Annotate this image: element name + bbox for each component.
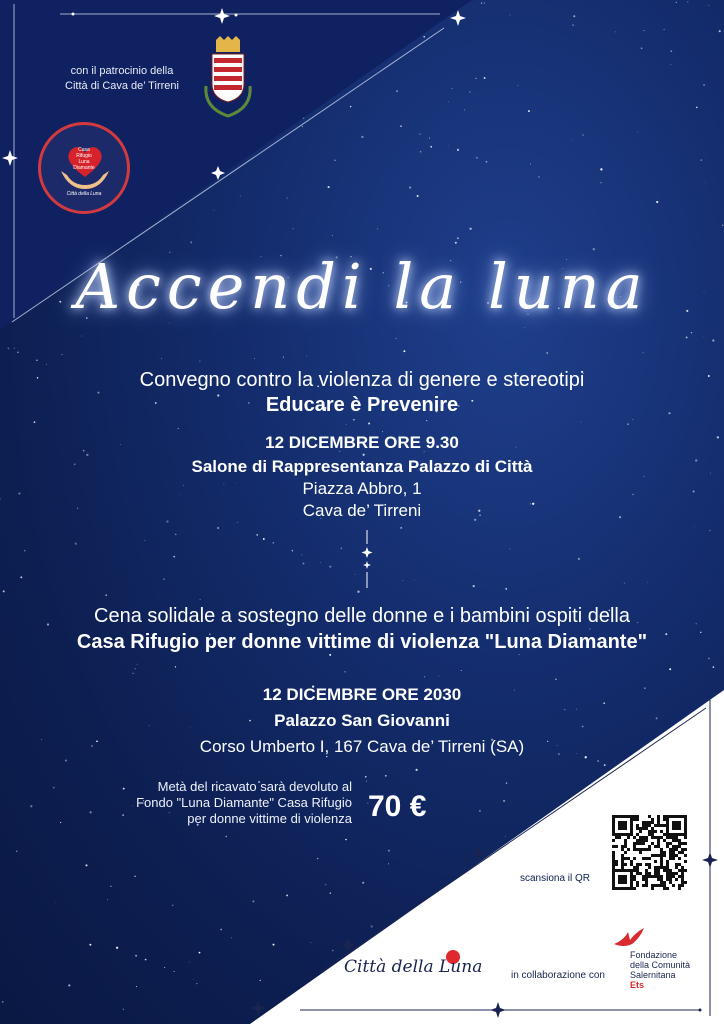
- conference-theme: Educare è Prevenire: [265, 394, 459, 416]
- qr-code[interactable]: [608, 811, 690, 893]
- conference-venue: Salone di Rappresentanza Palazzo di Città: [191, 457, 533, 476]
- dinner-line-1: Cena solidale a sostegno delle donne e i bambini ospiti della: [94, 605, 630, 627]
- fondazione-line-2: della Comunità: [630, 960, 691, 970]
- casa-logo-text: [41, 147, 127, 171]
- casa-line-4: Diamante: [73, 165, 95, 171]
- fondazione-line-3: Salernitana: [630, 970, 676, 980]
- patronage-line-1: con il patrocinio della: [70, 65, 174, 77]
- conference-datetime: 12 DICEMBRE ORE 9.30: [265, 433, 459, 452]
- conference-address-1: Piazza Abbro, 1: [302, 479, 422, 498]
- casa-line-2: Rifugio: [76, 153, 92, 159]
- fund-note: [60, 779, 352, 827]
- patronage-text: [52, 64, 192, 94]
- conference-address-2: Cava de’ Tirreni: [302, 501, 422, 520]
- collaboration-label: in collaborazione con: [511, 970, 605, 981]
- fondazione-logo-text: [630, 950, 690, 990]
- patronage-line-2: Città di Cava de’ Tirreni: [65, 80, 179, 92]
- conference-subtitle: Convegno contro la violenza di genere e stereotipi: [139, 369, 585, 391]
- casa-line-1: Casa: [78, 147, 90, 153]
- fondazione-line-1: Fondazione: [630, 950, 678, 960]
- casa-rifugio-logo: [38, 122, 130, 214]
- fondazione-bird-icon: [612, 926, 646, 948]
- ticket-price: 70 €: [368, 790, 427, 823]
- poster-title: Accendi la luna: [75, 250, 649, 323]
- citta-della-luna-logo: Città della Luna: [344, 957, 483, 977]
- dinner-address: Corso Umberto I, 167 Cava de’ Tirreni (SA): [199, 737, 525, 756]
- sparkle-divider: [360, 530, 374, 590]
- qr-label: scansiona il QR: [520, 873, 591, 884]
- dinner-line-2: Casa Rifugio per donne vittime di violenza "Luna Diamante": [76, 631, 648, 653]
- dinner-venue: Palazzo San Giovanni: [274, 711, 450, 730]
- dinner-datetime: 12 DICEMBRE ORE 2030: [262, 685, 462, 704]
- fondazione-line-4: Ets: [630, 980, 645, 990]
- casa-line-3: Luna: [78, 159, 90, 165]
- fund-line-3: per donne vittime di violenza: [187, 811, 352, 826]
- casa-logo-signature: Città della Luna: [66, 191, 102, 197]
- fund-line-1: Metà del ricavato sarà devoluto al: [157, 779, 352, 794]
- city-crest-logo: [200, 36, 256, 122]
- hands-icon: [59, 169, 111, 191]
- fund-line-2: Fondo "Luna Diamante" Casa Rifugio: [136, 795, 352, 810]
